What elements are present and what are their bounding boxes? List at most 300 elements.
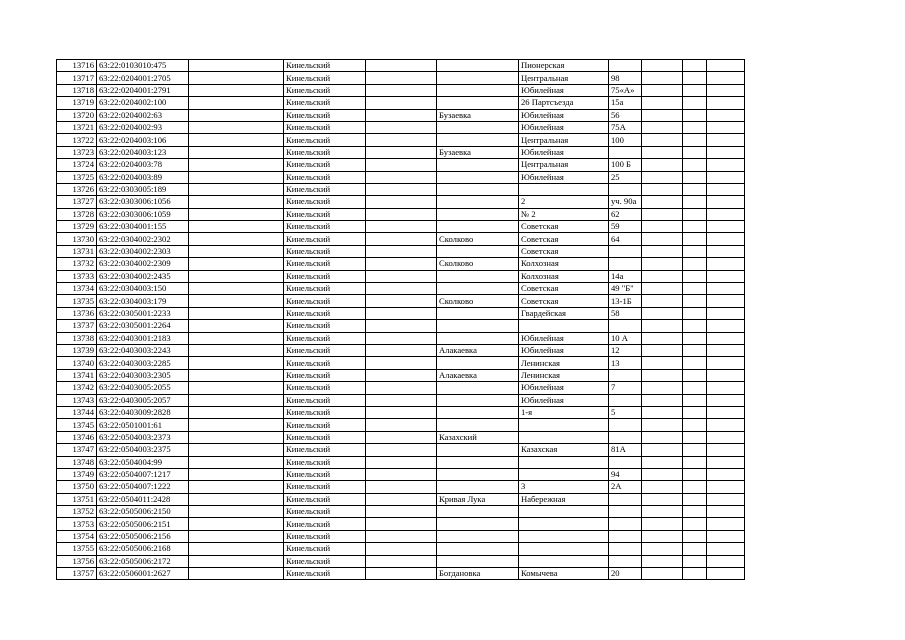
- table-row: [57, 555, 745, 567]
- empty-cell: [366, 357, 437, 369]
- empty-cell: [366, 394, 437, 406]
- district-cell: Кинельский: [284, 369, 366, 381]
- locality-cell: Сколково: [437, 295, 519, 307]
- row-number-cell: 13735: [57, 295, 97, 307]
- street-cell: [519, 183, 609, 195]
- empty-cell: [683, 196, 707, 208]
- cadastral-number-cell: 63:22:0204003:78: [97, 159, 189, 171]
- empty-cell: [642, 295, 683, 307]
- locality-cell: [437, 72, 519, 84]
- row-number-cell: 13737: [57, 320, 97, 332]
- cadastral-number-cell: 63:22:0304002:2309: [97, 258, 189, 270]
- empty-cell: [642, 84, 683, 96]
- empty-cell: [707, 60, 745, 72]
- empty-cell: [707, 146, 745, 158]
- empty-cell: [683, 543, 707, 555]
- locality-cell: Сколково: [437, 233, 519, 245]
- locality-cell: [437, 159, 519, 171]
- street-cell: Юбилейная: [519, 344, 609, 356]
- empty-cell: [683, 394, 707, 406]
- house-cell: 59: [609, 221, 642, 233]
- empty-cell: [683, 270, 707, 282]
- row-number-cell: 13729: [57, 221, 97, 233]
- empty-cell: [707, 320, 745, 332]
- empty-cell: [707, 369, 745, 381]
- empty-cell: [707, 419, 745, 431]
- district-cell: Кинельский: [284, 221, 366, 233]
- locality-cell: [437, 518, 519, 530]
- empty-cell: [189, 245, 284, 257]
- empty-cell: [189, 394, 284, 406]
- district-cell: Кинельский: [284, 183, 366, 195]
- row-number-cell: 13743: [57, 394, 97, 406]
- cadastral-number-cell: 63:22:0304002:2302: [97, 233, 189, 245]
- table-row: [57, 171, 745, 183]
- cadastral-number-cell: 63:22:0403001:2183: [97, 332, 189, 344]
- locality-cell: [437, 208, 519, 220]
- empty-cell: [642, 543, 683, 555]
- cadastral-number-cell: 63:22:0204002:93: [97, 121, 189, 133]
- empty-cell: [366, 481, 437, 493]
- empty-cell: [707, 456, 745, 468]
- empty-cell: [366, 183, 437, 195]
- empty-cell: [189, 84, 284, 96]
- district-cell: Кинельский: [284, 568, 366, 580]
- empty-cell: [707, 134, 745, 146]
- locality-cell: [437, 456, 519, 468]
- empty-cell: [642, 332, 683, 344]
- row-number-cell: 13745: [57, 419, 97, 431]
- street-cell: Ленинская: [519, 357, 609, 369]
- district-cell: Кинельский: [284, 543, 366, 555]
- district-cell: Кинельский: [284, 530, 366, 542]
- house-cell: 98: [609, 72, 642, 84]
- street-cell: Колхозная: [519, 270, 609, 282]
- district-cell: Кинельский: [284, 258, 366, 270]
- street-cell: Советская: [519, 245, 609, 257]
- empty-cell: [642, 518, 683, 530]
- street-cell: Юбилейная: [519, 394, 609, 406]
- empty-cell: [189, 530, 284, 542]
- street-cell: Советская: [519, 233, 609, 245]
- house-cell: [609, 419, 642, 431]
- cadastral-number-cell: 63:22:0403003:2305: [97, 369, 189, 381]
- empty-cell: [683, 84, 707, 96]
- street-cell: Юбилейная: [519, 382, 609, 394]
- empty-cell: [366, 196, 437, 208]
- empty-cell: [366, 406, 437, 418]
- table-row: [57, 196, 745, 208]
- empty-cell: [683, 109, 707, 121]
- empty-cell: [683, 332, 707, 344]
- empty-cell: [707, 97, 745, 109]
- locality-cell: [437, 506, 519, 518]
- empty-cell: [683, 481, 707, 493]
- street-cell: Комычева: [519, 568, 609, 580]
- empty-cell: [683, 307, 707, 319]
- cadastral-number-cell: 63:22:0304003:150: [97, 283, 189, 295]
- empty-cell: [683, 134, 707, 146]
- house-cell: [609, 394, 642, 406]
- empty-cell: [189, 208, 284, 220]
- empty-cell: [189, 270, 284, 282]
- table-row: [57, 159, 745, 171]
- district-cell: Кинельский: [284, 60, 366, 72]
- empty-cell: [683, 530, 707, 542]
- row-number-cell: 13744: [57, 406, 97, 418]
- cadastral-number-cell: 63:22:0304001:155: [97, 221, 189, 233]
- table-row: [57, 568, 745, 580]
- empty-cell: [642, 530, 683, 542]
- house-cell: [609, 146, 642, 158]
- row-number-cell: 13717: [57, 72, 97, 84]
- empty-cell: [683, 258, 707, 270]
- cadastral-number-cell: 63:22:0504004:99: [97, 456, 189, 468]
- row-number-cell: 13736: [57, 307, 97, 319]
- empty-cell: [642, 97, 683, 109]
- street-cell: [519, 320, 609, 332]
- locality-cell: Бузаевка: [437, 146, 519, 158]
- cadastral-number-cell: 63:22:0504011:2428: [97, 493, 189, 505]
- house-cell: 14а: [609, 270, 642, 282]
- empty-cell: [189, 444, 284, 456]
- empty-cell: [683, 283, 707, 295]
- street-cell: [519, 518, 609, 530]
- cadastral-number-cell: 63:22:0403003:2243: [97, 344, 189, 356]
- house-cell: [609, 183, 642, 195]
- house-cell: 20: [609, 568, 642, 580]
- house-cell: [609, 258, 642, 270]
- empty-cell: [707, 444, 745, 456]
- street-cell: Колхозная: [519, 258, 609, 270]
- cadastral-number-cell: 63:22:0303006:1059: [97, 208, 189, 220]
- house-cell: 10 А: [609, 332, 642, 344]
- cadastral-number-cell: 63:22:0204001:2791: [97, 84, 189, 96]
- empty-cell: [642, 419, 683, 431]
- empty-cell: [189, 518, 284, 530]
- empty-cell: [642, 406, 683, 418]
- table-row: [57, 270, 745, 282]
- district-cell: Кинельский: [284, 134, 366, 146]
- empty-cell: [683, 518, 707, 530]
- locality-cell: [437, 332, 519, 344]
- table-body: [57, 60, 745, 580]
- empty-cell: [707, 406, 745, 418]
- empty-cell: [642, 456, 683, 468]
- empty-cell: [366, 506, 437, 518]
- empty-cell: [707, 344, 745, 356]
- locality-cell: [437, 543, 519, 555]
- house-cell: 13: [609, 357, 642, 369]
- cadastral-number-cell: 63:22:0303005:189: [97, 183, 189, 195]
- cadastral-number-cell: 63:22:0403009:2828: [97, 406, 189, 418]
- empty-cell: [707, 208, 745, 220]
- empty-cell: [189, 543, 284, 555]
- district-cell: Кинельский: [284, 394, 366, 406]
- empty-cell: [707, 121, 745, 133]
- district-cell: Кинельский: [284, 121, 366, 133]
- street-cell: Ленинская: [519, 369, 609, 381]
- cadastral-number-cell: 63:22:0204003:123: [97, 146, 189, 158]
- empty-cell: [683, 183, 707, 195]
- empty-cell: [707, 568, 745, 580]
- empty-cell: [642, 320, 683, 332]
- street-cell: [519, 419, 609, 431]
- house-cell: 25: [609, 171, 642, 183]
- table-row: [57, 221, 745, 233]
- table-row: [57, 146, 745, 158]
- district-cell: Кинельский: [284, 97, 366, 109]
- empty-cell: [189, 134, 284, 146]
- empty-cell: [707, 196, 745, 208]
- locality-cell: [437, 60, 519, 72]
- empty-cell: [189, 406, 284, 418]
- house-cell: уч. 90а: [609, 196, 642, 208]
- table-row: [57, 493, 745, 505]
- empty-cell: [366, 159, 437, 171]
- empty-cell: [189, 258, 284, 270]
- street-cell: Гвардейская: [519, 307, 609, 319]
- cadastral-number-cell: 63:22:0303006:1056: [97, 196, 189, 208]
- empty-cell: [642, 171, 683, 183]
- empty-cell: [707, 493, 745, 505]
- district-cell: Кинельский: [284, 245, 366, 257]
- table-row: [57, 506, 745, 518]
- street-cell: Юбилейная: [519, 332, 609, 344]
- cadastral-number-cell: 63:22:0504003:2375: [97, 444, 189, 456]
- empty-cell: [683, 295, 707, 307]
- house-cell: 2А: [609, 481, 642, 493]
- table-row: [57, 72, 745, 84]
- table-row: [57, 84, 745, 96]
- district-cell: Кинельский: [284, 233, 366, 245]
- locality-cell: [437, 283, 519, 295]
- street-cell: Центральная: [519, 134, 609, 146]
- street-cell: Советская: [519, 221, 609, 233]
- cadastral-number-cell: 63:22:0504007:1222: [97, 481, 189, 493]
- cadastral-number-cell: 63:22:0304003:179: [97, 295, 189, 307]
- cadastral-number-cell: 63:22:0204003:89: [97, 171, 189, 183]
- table-row: [57, 481, 745, 493]
- empty-cell: [642, 394, 683, 406]
- empty-cell: [642, 245, 683, 257]
- house-cell: 94: [609, 468, 642, 480]
- cadastral-number-cell: 63:22:0305001:2264: [97, 320, 189, 332]
- house-cell: 100: [609, 134, 642, 146]
- cadastral-number-cell: 63:22:0505006:2168: [97, 543, 189, 555]
- house-cell: 64: [609, 233, 642, 245]
- empty-cell: [189, 419, 284, 431]
- empty-cell: [642, 72, 683, 84]
- locality-cell: [437, 382, 519, 394]
- house-cell: [609, 431, 642, 443]
- empty-cell: [683, 382, 707, 394]
- house-cell: 62: [609, 208, 642, 220]
- table-row: [57, 121, 745, 133]
- empty-cell: [707, 283, 745, 295]
- empty-cell: [366, 171, 437, 183]
- empty-cell: [683, 468, 707, 480]
- empty-cell: [707, 307, 745, 319]
- house-cell: [609, 530, 642, 542]
- row-number-cell: 13728: [57, 208, 97, 220]
- empty-cell: [683, 493, 707, 505]
- empty-cell: [642, 121, 683, 133]
- empty-cell: [366, 72, 437, 84]
- table-row: [57, 468, 745, 480]
- house-cell: 100 Б: [609, 159, 642, 171]
- empty-cell: [642, 307, 683, 319]
- street-cell: Юбилейная: [519, 109, 609, 121]
- table-row: [57, 233, 745, 245]
- street-cell: [519, 506, 609, 518]
- locality-cell: [437, 444, 519, 456]
- cadastral-number-cell: 63:22:0505006:2151: [97, 518, 189, 530]
- empty-cell: [683, 357, 707, 369]
- locality-cell: [437, 357, 519, 369]
- empty-cell: [189, 97, 284, 109]
- empty-cell: [366, 270, 437, 282]
- house-cell: 56: [609, 109, 642, 121]
- empty-cell: [707, 394, 745, 406]
- district-cell: Кинельский: [284, 196, 366, 208]
- district-cell: Кинельский: [284, 283, 366, 295]
- empty-cell: [683, 221, 707, 233]
- empty-cell: [189, 357, 284, 369]
- house-cell: [609, 493, 642, 505]
- table-row: [57, 109, 745, 121]
- empty-cell: [189, 568, 284, 580]
- row-number-cell: 13752: [57, 506, 97, 518]
- cadastral-table: [56, 59, 745, 580]
- empty-cell: [707, 555, 745, 567]
- empty-cell: [642, 506, 683, 518]
- row-number-cell: 13725: [57, 171, 97, 183]
- table-row: [57, 307, 745, 319]
- table-row: [57, 357, 745, 369]
- street-cell: Советская: [519, 295, 609, 307]
- empty-cell: [642, 221, 683, 233]
- row-number-cell: 13739: [57, 344, 97, 356]
- row-number-cell: 13718: [57, 84, 97, 96]
- empty-cell: [366, 245, 437, 257]
- table-row: [57, 406, 745, 418]
- empty-cell: [683, 320, 707, 332]
- street-cell: Юбилейная: [519, 121, 609, 133]
- empty-cell: [366, 468, 437, 480]
- house-cell: [609, 506, 642, 518]
- empty-cell: [189, 320, 284, 332]
- row-number-cell: 13754: [57, 530, 97, 542]
- empty-cell: [642, 431, 683, 443]
- house-cell: [609, 60, 642, 72]
- table-row: [57, 456, 745, 468]
- street-cell: Казахская: [519, 444, 609, 456]
- empty-cell: [189, 159, 284, 171]
- empty-cell: [683, 159, 707, 171]
- district-cell: Кинельский: [284, 406, 366, 418]
- locality-cell: [437, 121, 519, 133]
- street-cell: 1-я: [519, 406, 609, 418]
- cadastral-number-cell: 63:22:0304002:2435: [97, 270, 189, 282]
- row-number-cell: 13749: [57, 468, 97, 480]
- row-number-cell: 13716: [57, 60, 97, 72]
- empty-cell: [642, 357, 683, 369]
- empty-cell: [683, 444, 707, 456]
- empty-cell: [683, 97, 707, 109]
- empty-cell: [683, 419, 707, 431]
- empty-cell: [642, 283, 683, 295]
- district-cell: Кинельский: [284, 444, 366, 456]
- empty-cell: [707, 258, 745, 270]
- district-cell: Кинельский: [284, 431, 366, 443]
- row-number-cell: 13740: [57, 357, 97, 369]
- row-number-cell: 13753: [57, 518, 97, 530]
- street-cell: Центральная: [519, 159, 609, 171]
- empty-cell: [366, 307, 437, 319]
- house-cell: [609, 320, 642, 332]
- locality-cell: [437, 530, 519, 542]
- empty-cell: [642, 146, 683, 158]
- cadastral-number-cell: 63:22:0506001:2627: [97, 568, 189, 580]
- row-number-cell: 13720: [57, 109, 97, 121]
- table-row: [57, 530, 745, 542]
- row-number-cell: 13748: [57, 456, 97, 468]
- locality-cell: [437, 171, 519, 183]
- house-cell: 7: [609, 382, 642, 394]
- row-number-cell: 13734: [57, 283, 97, 295]
- empty-cell: [189, 196, 284, 208]
- locality-cell: [437, 419, 519, 431]
- empty-cell: [366, 555, 437, 567]
- empty-cell: [189, 468, 284, 480]
- empty-cell: [707, 468, 745, 480]
- empty-cell: [366, 456, 437, 468]
- empty-cell: [683, 72, 707, 84]
- cadastral-number-cell: 63:22:0403003:2285: [97, 357, 189, 369]
- locality-cell: Казахский: [437, 431, 519, 443]
- empty-cell: [189, 369, 284, 381]
- table-row: [57, 518, 745, 530]
- empty-cell: [366, 444, 437, 456]
- street-cell: Советская: [519, 283, 609, 295]
- empty-cell: [642, 270, 683, 282]
- empty-cell: [366, 369, 437, 381]
- row-number-cell: 13730: [57, 233, 97, 245]
- street-cell: Пионерская: [519, 60, 609, 72]
- street-cell: [519, 543, 609, 555]
- empty-cell: [366, 320, 437, 332]
- empty-cell: [642, 382, 683, 394]
- district-cell: Кинельский: [284, 295, 366, 307]
- cadastral-number-cell: 63:22:0504003:2373: [97, 431, 189, 443]
- row-number-cell: 13747: [57, 444, 97, 456]
- district-cell: Кинельский: [284, 506, 366, 518]
- empty-cell: [189, 109, 284, 121]
- street-cell: 2: [519, 196, 609, 208]
- locality-cell: [437, 134, 519, 146]
- cadastral-number-cell: 63:22:0505006:2172: [97, 555, 189, 567]
- row-number-cell: 13723: [57, 146, 97, 158]
- empty-cell: [683, 245, 707, 257]
- cadastral-number-cell: 63:22:0204002:100: [97, 97, 189, 109]
- street-cell: [519, 456, 609, 468]
- empty-cell: [707, 543, 745, 555]
- locality-cell: [437, 555, 519, 567]
- empty-cell: [366, 97, 437, 109]
- table-row: [57, 295, 745, 307]
- table-row: [57, 97, 745, 109]
